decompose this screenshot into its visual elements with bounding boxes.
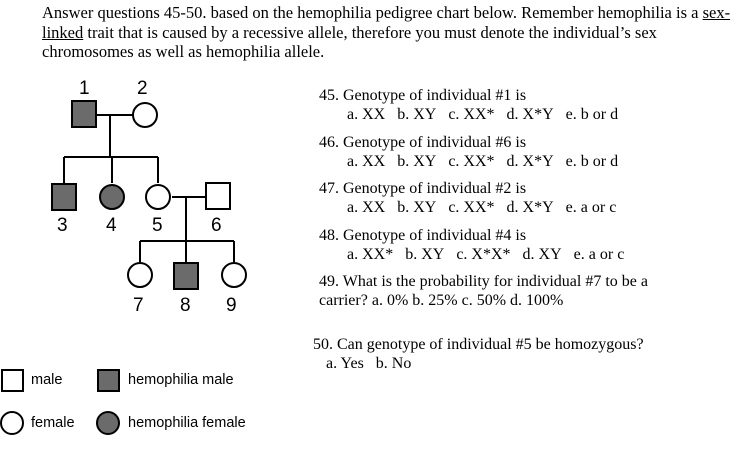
option-c[interactable]: c. XX*: [448, 106, 495, 123]
legend-male-icon: [2, 370, 23, 391]
question-49: [319, 272, 648, 310]
option-d[interactable]: d. X*Y: [506, 106, 554, 123]
question-prompt: 47. Genotype of individual #2 is: [319, 180, 527, 197]
option-a[interactable]: a. XX: [347, 153, 386, 170]
option-b[interactable]: b. XY: [405, 246, 445, 263]
instructions-underlined: sex-linked: [42, 3, 731, 42]
option-a[interactable]: a. XX: [347, 199, 386, 216]
option-c[interactable]: c. X*X*: [456, 246, 511, 263]
label-6: 6: [211, 215, 222, 236]
option-d[interactable]: d. X*Y: [506, 199, 554, 216]
answer-options: [319, 105, 626, 124]
answer-options: [319, 152, 626, 171]
question-45: [319, 86, 626, 124]
option-e[interactable]: e. b or d: [565, 153, 619, 170]
question-prompt: 46. Genotype of individual #6 is: [319, 134, 527, 151]
individual-7-female: [128, 263, 152, 287]
label-1: 1: [79, 78, 90, 99]
question-48: [319, 226, 632, 264]
question-prompt: 49. What is the probability for individual #7 to be a: [319, 273, 648, 290]
question-prompt: 48. Genotype of individual #4 is: [319, 227, 527, 244]
individual-3-affected-male: [52, 184, 76, 210]
answer-options: [313, 354, 644, 373]
option-a[interactable]: a. Yes: [326, 355, 364, 372]
individual-5-female: [146, 185, 170, 209]
legend-female-icon: [1, 412, 23, 434]
option-a[interactable]: a. XX: [347, 106, 386, 123]
option-c[interactable]: c. XX*: [448, 153, 495, 170]
option-c[interactable]: c. XX*: [448, 199, 495, 216]
option-d[interactable]: d. X*Y: [506, 153, 554, 170]
legend-male-label: male: [31, 372, 63, 388]
individual-1-affected-male: [72, 101, 96, 127]
label-9: 9: [226, 295, 237, 316]
label-7: 7: [133, 295, 144, 316]
option-b[interactable]: b. XY: [397, 199, 437, 216]
individual-4-affected-female: [100, 185, 124, 209]
question-47: [319, 179, 624, 217]
legend-hemophilia-male-label: hemophilia male: [128, 372, 234, 388]
individual-2-female: [133, 103, 157, 127]
question-continuation: carrier? a. 0% b. 25% c. 50% d. 100%: [319, 292, 564, 309]
question-50: [313, 335, 644, 373]
label-2: 2: [137, 78, 148, 99]
label-4: 4: [106, 215, 117, 236]
label-8: 8: [180, 295, 191, 316]
individual-6-male: [206, 183, 230, 209]
option-e[interactable]: e. b or d: [565, 106, 619, 123]
individual-9-female: [222, 263, 246, 287]
legend-female-label: female: [31, 415, 75, 431]
option-b[interactable]: b. No: [375, 355, 412, 372]
option-e[interactable]: e. a or c: [573, 246, 625, 263]
legend-hemophilia-male-icon: [98, 370, 119, 391]
question-prompt: 50. Can genotype of individual #5 be homozygous?: [313, 336, 644, 353]
option-d[interactable]: d. XY: [522, 246, 562, 263]
legend-hemophilia-female-label: hemophilia female: [128, 415, 246, 431]
question-prompt: 45. Genotype of individual #1 is: [319, 87, 527, 104]
option-e[interactable]: e. a or c: [565, 199, 617, 216]
option-b[interactable]: b. XY: [397, 153, 437, 170]
question-46: [319, 133, 626, 171]
label-5: 5: [152, 215, 163, 236]
legend-hemophilia-female-icon: [97, 412, 119, 434]
answer-options: [319, 198, 624, 217]
label-3: 3: [57, 215, 68, 236]
instructions-text-1: Answer questions 45-50. based on the hemophilia pedigree chart below. Remember hemophilia is a: [42, 3, 703, 22]
option-b[interactable]: b. XY: [397, 106, 437, 123]
answer-options: [319, 245, 632, 264]
option-a[interactable]: a. XX*: [347, 246, 394, 263]
instructions-text-2: trait that is caused by a recessive allele, therefore you must denote the individual’s sex chromosomes as well as hemophilia allele.: [42, 22, 657, 61]
individual-8-affected-male: [174, 263, 198, 289]
